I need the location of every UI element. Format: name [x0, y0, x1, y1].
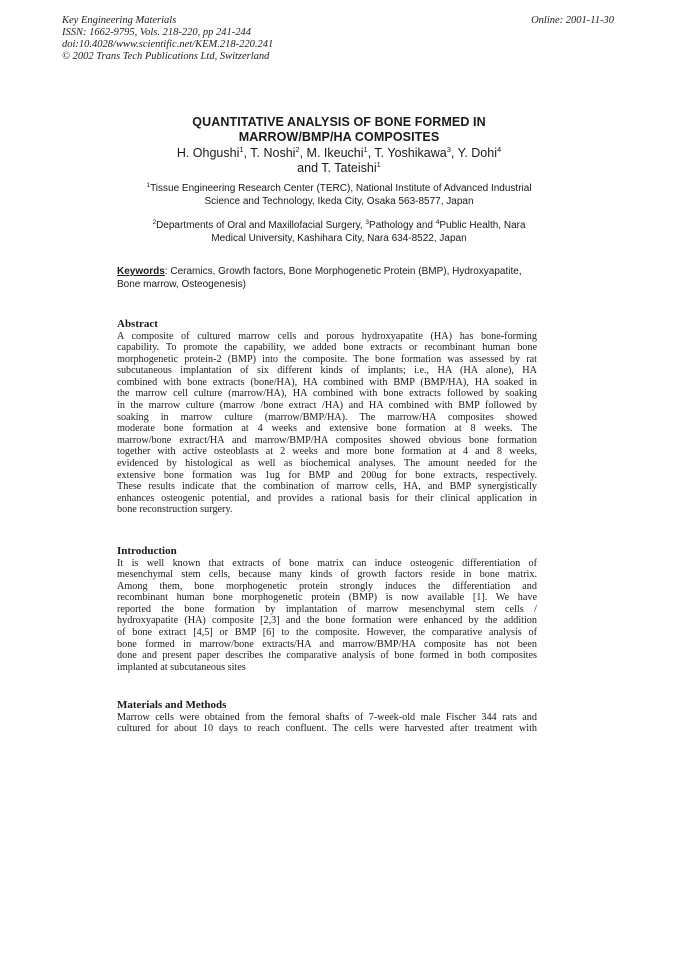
- author-name: and T. Tateishi: [297, 161, 377, 175]
- text-line: combined with bone extracts (bone/HA), HA combined with BMP (BMP/HA), HA soaked in: [117, 376, 537, 388]
- introduction-section: [117, 545, 537, 673]
- text-line: Among them, bone morphogenetic protein strongly induces the differentiation and: [117, 580, 537, 592]
- affil-sup: 1: [146, 182, 151, 189]
- text-line: Marrow cells were obtained from the femoral shafts of 7-week-old male Fischer 344 rats and: [117, 711, 537, 723]
- doi-line: doi:10.4028/www.scientific.net/KEM.218-220.241: [62, 39, 274, 50]
- author-name: Y. Dohi: [457, 146, 497, 160]
- affiliation-1: [0, 182, 678, 208]
- online-date: Online: 2001-11-30: [531, 15, 614, 26]
- affil-text: Medical University, Kashihara City, Nara 634-8522, Japan: [211, 233, 467, 244]
- text-line: hydroxyapatite (HA) composite [2,3] and the bone formation were enhanced by the addition: [117, 615, 537, 627]
- title-line-1: QUANTITATIVE ANALYSIS OF BONE FORMED IN: [192, 115, 486, 129]
- abstract-heading: Abstract: [117, 318, 158, 330]
- text-line: reported the bone formation by implantation of marrow mesenchymal stem cells /: [117, 603, 537, 615]
- text-line: in the marrow culture (marrow /bone extract /HA) and HA combined with BMP followed by: [117, 400, 537, 412]
- text-line: evidenced by histological as well as biochemical analyses. The amount needed for the: [117, 458, 537, 470]
- affil-text: Public Health, Nara: [439, 220, 526, 231]
- author-sup: 1: [363, 145, 368, 154]
- text-line: morphogenetic protein-2 (BMP) into the composite. The bone formation was assessed by rat: [117, 353, 537, 365]
- text-line: implanted at subcutaneous sites: [117, 661, 246, 673]
- journal-name: Key Engineering Materials: [62, 15, 177, 26]
- abstract-body: [117, 331, 537, 517]
- text-line: A composite of cultured marrow cells and porous hydroxyapatite (HA) has bone-forming: [117, 330, 537, 342]
- text-line: enhances osteogenic potential, and provides a rational basis for their clinical application in: [117, 492, 537, 504]
- text-line: recombinant human bone morphogenetic protein (BMP) is now available [1]. We have: [117, 592, 537, 604]
- text-line: marrow/bone extract/HA and marrow/BMP/HA composites showed obvious bone formation: [117, 434, 537, 446]
- author-name: M. Ikeuchi: [306, 146, 364, 160]
- text-line: It is well known that extracts of bone matrix can induce osteogenic differentiation of: [117, 557, 537, 569]
- author-sup: 2: [295, 145, 300, 154]
- keywords-label: Keywords: [117, 266, 165, 277]
- keywords: [117, 266, 537, 291]
- title-line-2: MARROW/BMP/HA COMPOSITES: [238, 130, 440, 144]
- methods-section: [117, 699, 537, 735]
- text-line: extensive bone formation was 1ug for BMP and 200ug for bone extracts, respectively.: [117, 469, 537, 481]
- keywords-text: : Ceramics, Growth factors, Bone Morphogenetic Protein (BMP), Hydroxyapatite,: [164, 266, 522, 277]
- abstract-section: [117, 318, 537, 516]
- issn-line: ISSN: 1662-9795, Vols. 218-220, pp 241-244: [62, 27, 251, 38]
- methods-body: [117, 712, 537, 735]
- text-line: bone reconstruction surgery.: [117, 504, 233, 516]
- text-line: the marrow cell culture (marrow/HA), HA combined with bone extracts followed by soaking: [117, 388, 537, 400]
- author-sup: 1: [239, 145, 244, 154]
- text-line: subcutaneous implantation of six different kinds of implants; i.e., HA (HA alone), HA: [117, 365, 537, 377]
- affil-text: Departments of Oral and Maxillofacial Surgery,: [156, 220, 366, 231]
- copyright-line: © 2002 Trans Tech Publications Ltd, Switzerland: [62, 51, 270, 62]
- introduction-heading: Introduction: [117, 545, 177, 557]
- affil-text: Science and Technology, Ikeda City, Osaka 563-8577, Japan: [204, 196, 474, 207]
- methods-heading: Materials and Methods: [117, 699, 227, 711]
- text-line: moderate bone formation at 4 weeks and extensive bone formation at 8 weeks. The: [117, 423, 537, 435]
- affil-text: Pathology and: [369, 220, 436, 231]
- text-line: cultured for about 10 days to reach confluent. The cells were harvested after treatment with: [117, 723, 537, 735]
- journal-header: [62, 15, 273, 63]
- affiliation-2: [0, 219, 678, 245]
- text-line: mesenchymal stem cells, because many kinds of growth factors reside in bone matrix.: [117, 569, 537, 581]
- text-line: done and present paper describes the comparative analysis of bone formed in both composites: [117, 650, 537, 662]
- text-line: of bone extract [4,5] or BMP [6] to the composite. However, the comparative analysis of: [117, 627, 537, 639]
- author-name: T. Noshi: [250, 146, 296, 160]
- text-line: capability. To promote the capability, we added bone extracts or recombinant human bone: [117, 342, 537, 354]
- author-list: H. Ohgushi$^1$, T. Noshi$^2$, M. Ikeuchi$^1$, T. Yoshikawa$^3$, Y. Dohi$^4$ and T. Tateishi$^1$: [176, 145, 502, 175]
- affil-text: Tissue Engineering Research Center (TERC), National Institute of Advanced Industrial: [150, 183, 532, 194]
- text-line: together with active osteoblasts at 2 weeks and more bone formation at 4 and 8 weeks,: [117, 446, 537, 458]
- introduction-body: [117, 558, 537, 674]
- author-sup: 4: [497, 145, 502, 154]
- affil-sup: 2: [152, 219, 157, 226]
- author-sup: 3: [446, 145, 451, 154]
- keywords-text-2: Bone marrow, Osteogenesis): [117, 278, 246, 290]
- author-name: T. Yoshikawa: [374, 146, 447, 160]
- text-line: bone formed in marrow/bone extracts/HA and marrow/BMP/HA composite has not been: [117, 638, 537, 650]
- author-name: H. Ohgushi: [176, 146, 240, 160]
- author-sup: 1: [376, 160, 381, 169]
- paper-title: [0, 115, 678, 145]
- text-line: These results indicate that the combination of marrow cells, HA, and BMP synergistically: [117, 481, 537, 493]
- text-line: soaking in marrow culture (marrow/BMP/HA). The marrow/HA composites showed: [117, 411, 537, 423]
- affil-sup: 4: [435, 219, 440, 226]
- affil-sup: 3: [365, 219, 370, 226]
